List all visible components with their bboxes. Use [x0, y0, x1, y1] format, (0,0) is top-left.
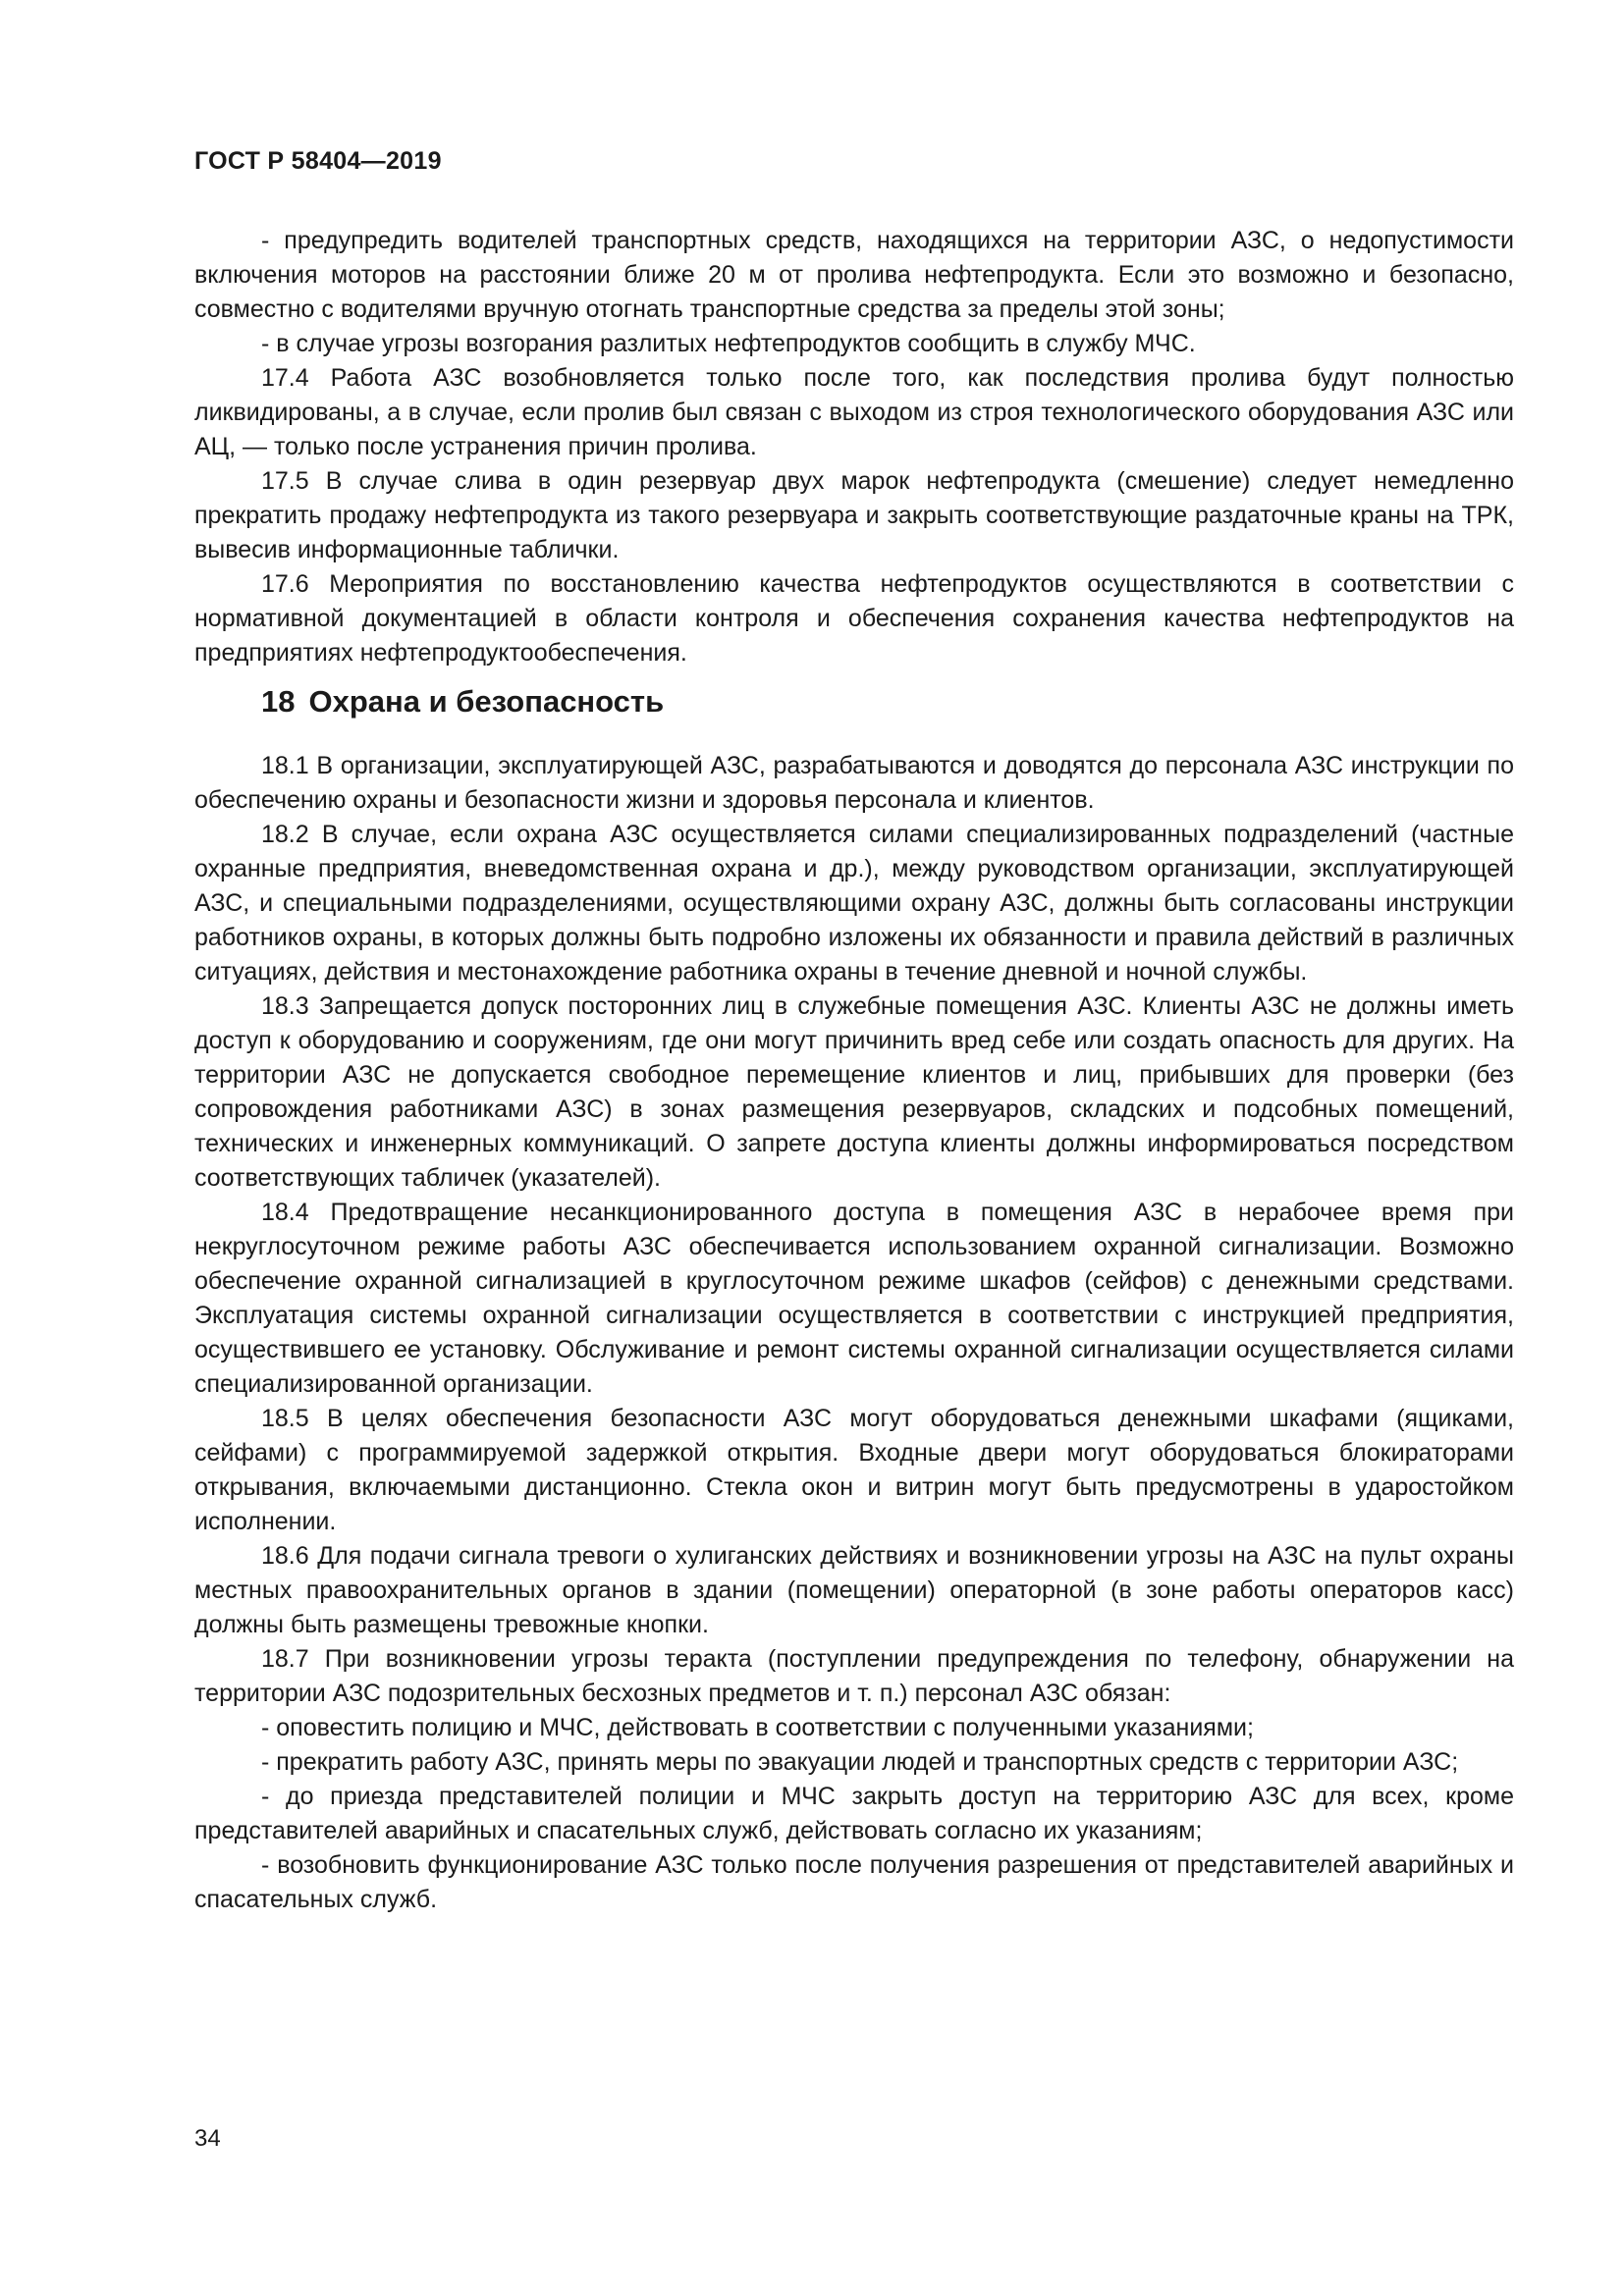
paragraph-18-1: 18.1 В организации, эксплуатирующей АЗС, разрабатываются и доводятся до персонала АЗС инструкции по обеспечению охраны и безопасности жизни и здоровья персонала и клиентов. [194, 752, 1514, 814]
page-number: 34 [194, 2125, 221, 2152]
text-block-section-18 [194, 749, 1514, 1917]
document-header: ГОСТ Р 58404—2019 [194, 147, 442, 175]
paragraph-18-4: 18.4 Предотвращение несанкционированного доступа в помещения АЗС в нерабочее время при некруглосуточном режиме работы АЗС обеспечивается использованием охранной сигнализации. Возможно обеспечение охранной сигнализацией в круглосуточном режиме шкафов (сейфов) с денежными средствами. Эксплуатация системы охранной сигнализации осуществляется в соответствии с инструкцией предприятия, осуществившего ее установку. Обслуживание и ремонт системы охранной сигнализации осуществляется силами специализированной организации. [194, 1199, 1514, 1398]
paragraph-17-4: 17.4 Работа АЗС возобновляется только после того, как последствия пролива будут полностью ликвидированы, а в случае, если пролив был связан с выходом из строя технологического оборудования АЗС или АЦ, — только после устранения причин пролива. [194, 364, 1514, 460]
list-item-resume-operation: - возобновить функционирование АЗС только после получения разрешения от представителей аварийных и спасательных служб. [194, 1851, 1514, 1913]
paragraph-18-3: 18.3 Запрещается допуск посторонних лиц в служебные помещения АЗС. Клиенты АЗС не должны иметь доступ к оборудованию и сооружениям, где они могут причинить вред себе или создать опасность для других. На территории АЗС не допускается свободное перемещение клиентов и лиц, прибывших для проверки (без сопровождения работниками АЗС) в зонах размещения резервуаров, складских и подсобных помещений, технических и инженерных коммуникаций. О запрете доступа клиенты должны информироваться посредством соответствующих табличек (указателей). [194, 992, 1514, 1192]
section-number: 18 [261, 684, 296, 719]
paragraph-warn-drivers: - предупредить водителей транспортных средств, находящихся на территории АЗС, о недопустимости включения моторов на расстоянии ближе 20 м от пролива нефтепродукта. Если это возможно и безопасно, совместно с водителями вручную отогнать транспортные средства за пределы этой зоны; [194, 227, 1514, 323]
section-heading-18 [261, 684, 664, 720]
paragraph-18-6: 18.6 Для подачи сигнала тревоги о хулиганских действиях и возникновении угрозы на АЗС на пульт охраны местных правоохранительных органов в здании (помещении) операторной (в зоне работы операторов касс) должны быть размещены тревожные кнопки. [194, 1542, 1514, 1638]
section-title: Охрана и безопасность [308, 684, 665, 719]
list-item-stop-work: - прекратить работу АЗС, принять меры по эвакуации людей и транспортных средств с территории АЗС; [261, 1748, 1459, 1776]
list-item-notify-police: - оповестить полицию и МЧС, действовать в соответствии с полученными указаниями; [261, 1714, 1254, 1741]
paragraph-17-5: 17.5 В случае слива в один резервуар двух марок нефтепродукта (смешение) следует немедленно прекратить продажу нефтепродукта из такого резервуара и закрыть соответствующие раздаточные краны на ТРК, вывесив информационные таблички. [194, 467, 1514, 563]
list-item-close-access: - до приезда представителей полиции и МЧС закрыть доступ на территорию АЗС для всех, кроме представителей аварийных и спасательных служб, действовать согласно их указаниям; [194, 1783, 1514, 1844]
text-block-section-17 [194, 224, 1514, 670]
paragraph-notify-mchs: - в случае угрозы возгорания разлитых нефтепродуктов сообщить в службу МЧС. [261, 330, 1196, 357]
paragraph-17-6: 17.6 Мероприятия по восстановлению качества нефтепродуктов осуществляются в соответствии с нормативной документацией в области контроля и обеспечения сохранения качества нефтепродуктов на предприятиях нефтепродуктообеспечения. [194, 570, 1514, 667]
paragraph-18-5: 18.5 В целях обеспечения безопасности АЗС могут оборудоваться денежными шкафами (ящиками, сейфами) с программируемой задержкой открытия. Входные двери могут оборудоваться блокираторами открывания, включаемыми дистанционно. Стекла окон и витрин могут быть предусмотрены в ударостойком исполнении. [194, 1405, 1514, 1535]
paragraph-18-2: 18.2 В случае, если охрана АЗС осуществляется силами специализированных подразделений (частные охранные предприятия, вневедомственная охрана и др.), между руководством организации, эксплуатирующей АЗС, и специальными подразделениями, осуществляющими охрану АЗС, должны быть согласованы инструкции работников охраны, в которых должны быть подробно изложены их обязанности и правила действий в различных ситуациях, действия и местонахождение работника охраны в течение дневной и ночной службы. [194, 821, 1514, 986]
paragraph-18-7: 18.7 При возникновении угрозы теракта (поступлении предупреждения по телефону, обнаружении на территории АЗС подозрительных бесхозных предметов и т. п.) персонал АЗС обязан: [194, 1645, 1514, 1707]
